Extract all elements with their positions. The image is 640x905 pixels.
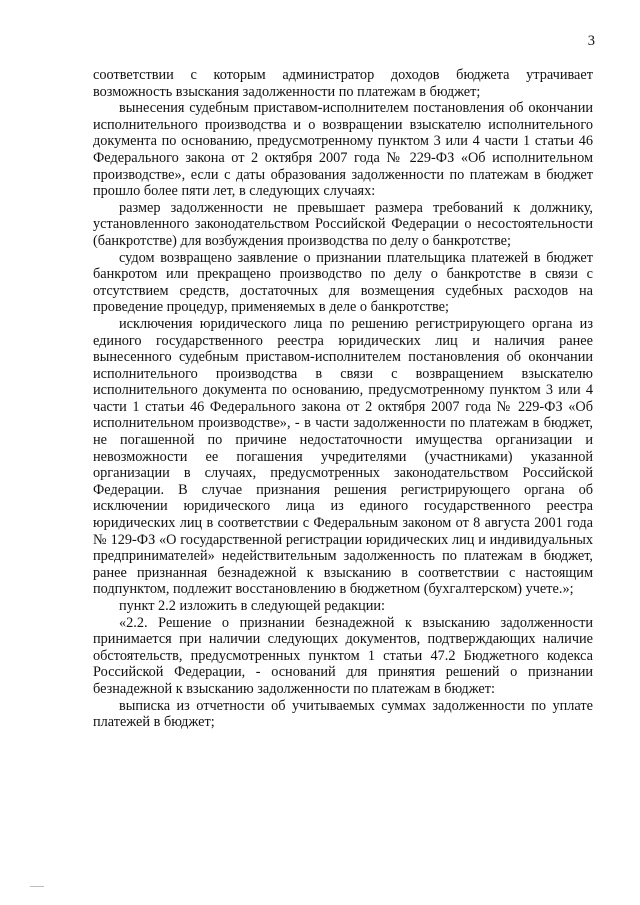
scan-artifact	[30, 886, 44, 887]
paragraph-bailiff-decision: вынесения судебным приставом-исполнителем постановления об окончании исполнительного производства и о возвращении взыскателю исполнительного документа по основанию, предусмотренному пунктом 3 или 4 части 1 статьи 46 Федерального закона от 2 октября 2007 года № 229-ФЗ «Об исполнительном производстве», если с даты образования задолженности по платежам в бюджет прошло более пяти лет, в следующих случаях:	[93, 100, 593, 200]
paragraph-court-returned: судом возвращено заявление о признании плательщика платежей в бюджет банкротом или прекращено производство по делу о банкротстве в связи с отсутствием средств, достаточных для возмещения судебных расходов на проведение процедур, применяемых в деле о банкротстве;	[93, 249, 593, 316]
paragraph-debt-size: размер задолженности не превышает размера требований к должнику, установленного законодательством Российской Федерации о несостоятельности (банкротстве) для возбуждения производства по делу о банкротстве;	[93, 199, 593, 249]
paragraph-report-extract: выписка из отчетности об учитываемых суммах задолженности по уплате платежей в бюджет;	[93, 697, 593, 731]
paragraph-legal-entity-exclusion: исключения юридического лица по решению регистрирующего органа из единого государственного реестра юридических лиц и наличия ранее вынесенного судебным приставом-исполнителем постановления об окончании исполнительного производства в связи с возвращением взыскателю исполнительного документа по основанию, предусмотренному пунктом 3 или 4 части 1 статьи 46 Федерального закона от 2 октября 2007 года № 229-ФЗ «Об исполнительном производстве», - в части задолженности по платежам в бюджет, не погашенной по причине недостаточности имущества организации и невозможности ее погашения учредителями (участниками) указанной организации в случаях, предусмотренных законодательством Российской Федерации. В случае признания решения регистрирующего органа об исключении юридического лица из единого государственного реестра юридических лиц в соответствии с Федеральным законом от 8 августа 2001 года № 129-ФЗ «О государственной регистрации юридических лиц и индивидуальных предпринимателей» недействительным задолженность по платежам в бюджет, ранее признанная безнадежной к взысканию в соответствии с настоящим подпунктом, подлежит восстановлению в бюджетном (бухгалтерском) учете.»;	[93, 315, 593, 598]
paragraph-continuation: соответствии с которым администратор доходов бюджета утрачивает возможность взыскания задолженности по платежам в бюджет;	[93, 67, 593, 100]
page-number: 3	[587, 33, 595, 49]
paragraph-item-2-2-intro: пункт 2.2 изложить в следующей редакции:	[119, 598, 386, 614]
document-body	[93, 67, 593, 731]
paragraph-item-2-2-text: «2.2. Решение о признании безнадежной к взысканию задолженности принимается при наличии следующих документов, подтверждающих наличие обстоятельств, предусмотренных пунктом 1 статьи 47.2 Бюджетного кодекса Российской Федерации, - оснований для принятия решений о признании безнадежной к взысканию задолженности по платежам в бюджет:	[93, 614, 593, 697]
